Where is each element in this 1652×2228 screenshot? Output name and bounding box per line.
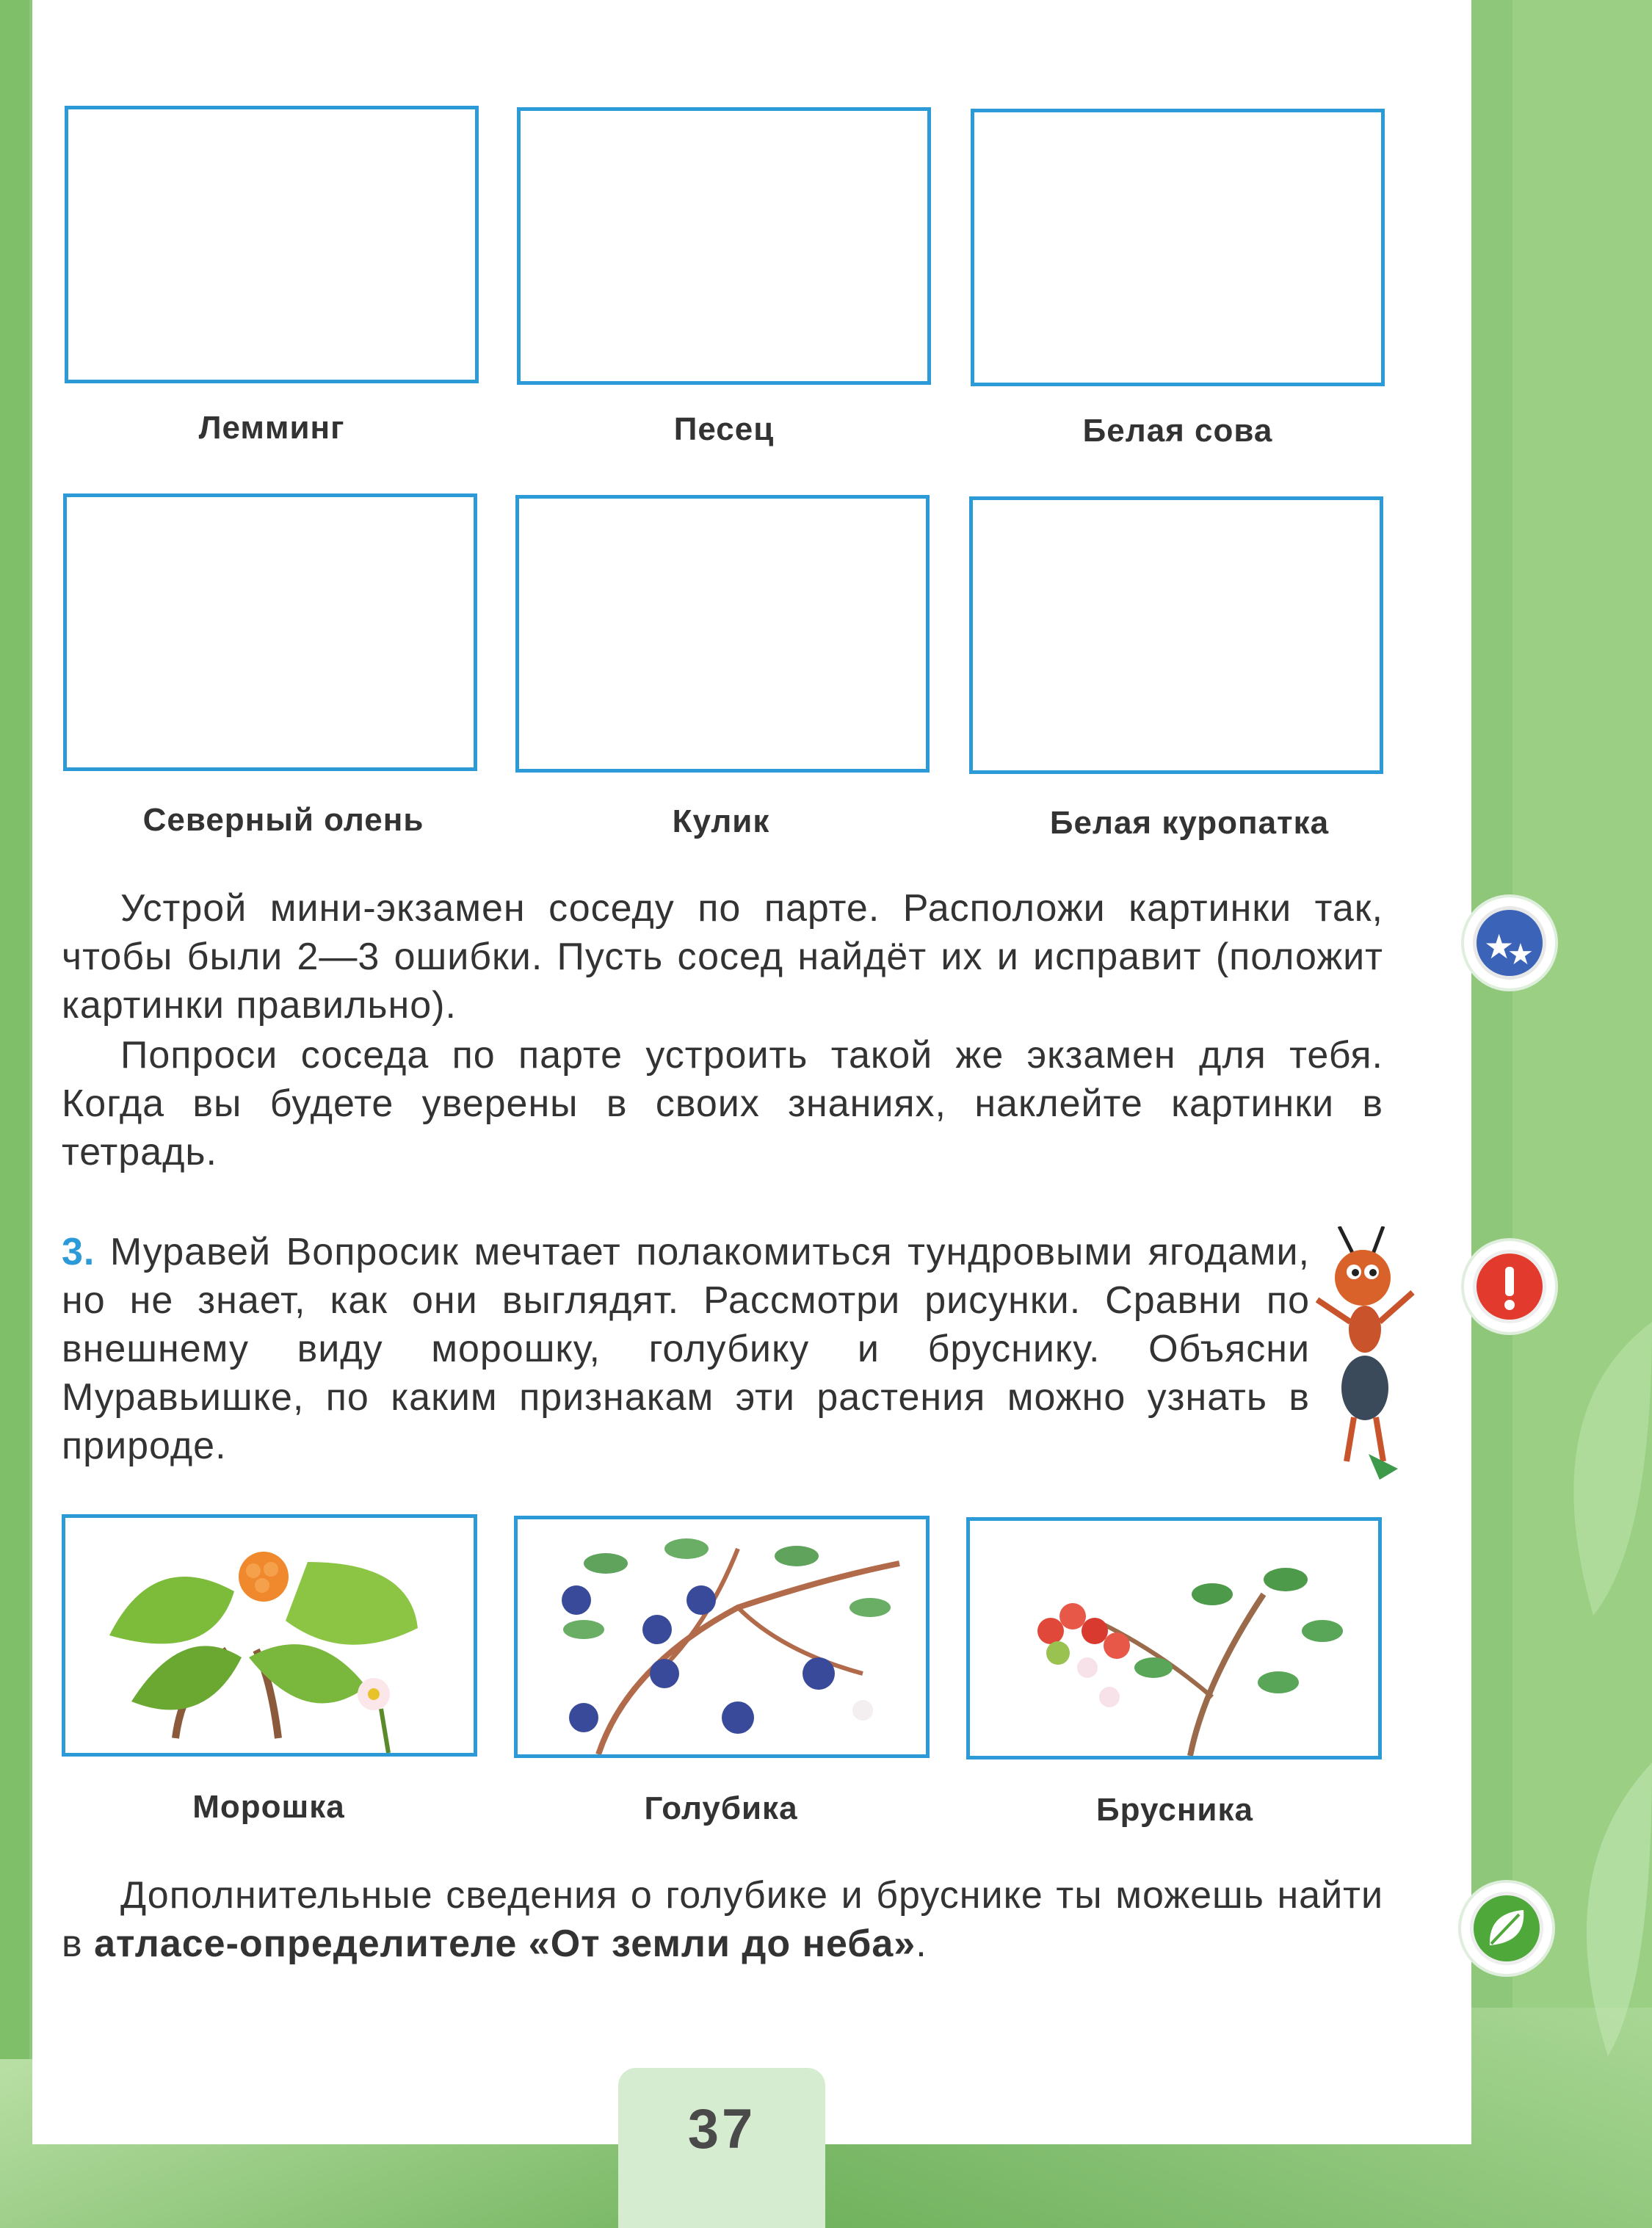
instruction-paragraph-1 bbox=[62, 884, 1383, 1030]
caption-lingonberry: Брусника bbox=[1096, 1792, 1253, 1828]
berry-frame-blueberry[interactable] bbox=[514, 1516, 930, 1758]
photo-box-lemming[interactable] bbox=[65, 106, 479, 383]
task-number: 3. bbox=[62, 1231, 95, 1273]
instruction-paragraph-2-text: Попроси соседа по парте устроить такой же экзамен для тебя. Когда вы будете уверены в своих знаниях, наклейте картинки в тетрадь. bbox=[62, 1034, 1383, 1173]
caption-reindeer: Северный олень bbox=[142, 802, 424, 838]
instruction-paragraph-2 bbox=[62, 1031, 1383, 1176]
caption-sandpiper: Кулик bbox=[672, 803, 770, 839]
page-number: 37 bbox=[687, 2098, 756, 2160]
berry-frame-cloudberry[interactable] bbox=[62, 1514, 477, 1757]
photo-box-arctic-fox[interactable] bbox=[517, 107, 931, 385]
caption-arctic-fox: Песец bbox=[673, 411, 775, 447]
caption-cloudberry: Морошка bbox=[192, 1789, 345, 1825]
task-3-text: Муравей Вопросик мечтает полакомиться тундровыми ягодами, но не знает, как они выглядят. Рассмотри рисунки. Сравни по внешнему виду морошку, голубику и бруснику. Объясни Муравьишке, по каким признакам эти растения можно узнать в природе. bbox=[62, 1231, 1310, 1467]
leaf-icon[interactable] bbox=[1461, 1883, 1552, 1974]
svg-text:★: ★ bbox=[1507, 938, 1534, 972]
exclamation-glyph bbox=[1477, 1254, 1543, 1320]
lingonberry-illustration bbox=[970, 1521, 1378, 1756]
photo-box-snowy-owl[interactable] bbox=[971, 109, 1385, 386]
photo-box-reindeer[interactable] bbox=[63, 493, 477, 771]
page-number-tab bbox=[618, 2068, 825, 2228]
svg-text:★: ★ bbox=[1484, 927, 1515, 966]
footer-note bbox=[62, 1871, 1383, 1968]
blueberry-illustration bbox=[518, 1519, 926, 1754]
background-left-strip bbox=[0, 0, 29, 2228]
footer-note-period: . bbox=[916, 1923, 927, 1965]
caption-blueberry: Голубика bbox=[644, 1790, 798, 1826]
textbook-page bbox=[32, 0, 1471, 2144]
caption-snowy-owl: Белая сова bbox=[1082, 413, 1273, 449]
photo-box-ptarmigan[interactable] bbox=[969, 496, 1383, 774]
caption-lemming: Лемминг bbox=[198, 410, 345, 446]
stars-icon[interactable] bbox=[1464, 897, 1555, 988]
atlas-reference: атласе-определителе «От земли до неба» bbox=[94, 1923, 916, 1965]
photo-box-sandpiper[interactable] bbox=[515, 495, 930, 773]
ant-character-illustration bbox=[1310, 1226, 1442, 1483]
leaf-glyph bbox=[1474, 1895, 1540, 1961]
instruction-paragraph-1-text: Устрой мини-экзамен соседу по парте. Расположи картинки так, чтобы были 2—3 ошибки. Пусть сосед найдёт их и исправит (положит картинки правильно). bbox=[62, 887, 1383, 1027]
footer-note-text: Дополнительные сведения о голубике и бруснике ты можешь найти в bbox=[62, 1874, 1383, 1965]
berry-frame-lingonberry[interactable] bbox=[966, 1517, 1382, 1759]
cloudberry-illustration bbox=[65, 1518, 474, 1753]
exclamation-icon[interactable] bbox=[1464, 1241, 1555, 1332]
caption-ptarmigan: Белая куропатка bbox=[1049, 805, 1330, 841]
task-3 bbox=[62, 1228, 1310, 1470]
star-glyphs bbox=[1477, 910, 1543, 976]
